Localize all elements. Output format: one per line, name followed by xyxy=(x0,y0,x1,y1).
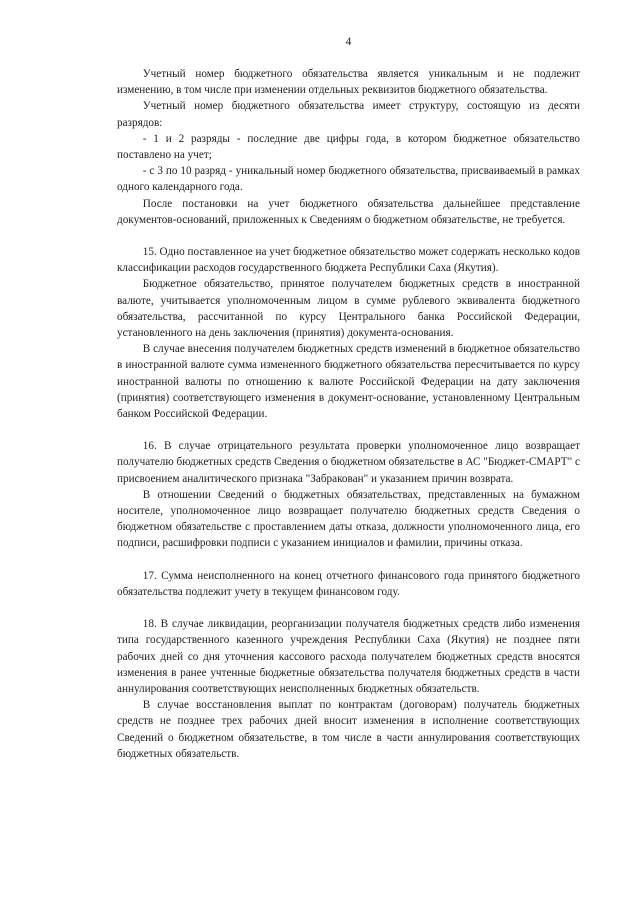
paragraph-after-registration: После постановки на учет бюджетного обязательства дальнейшее представление документов-оснований, приложенных к Сведениям о бюджетном обязательстве, не требуется. xyxy=(117,197,580,226)
paragraph-digits-1-2: - 1 и 2 разряды - последние две цифры года, в котором бюджетное обязательство поставлено на учет; xyxy=(117,132,580,162)
page-number: 4 xyxy=(345,36,352,48)
section-gap xyxy=(117,228,580,244)
paragraph-payments-restoration: В случае восстановления выплат по контрактам (договорам) получатель бюджетных средств не позднее трех рабочих дней вносит изменения в исполнение соответствующих Сведений о бюджетном обязательстве, в том числе в части аннулирования соответствующих бюджетных обязательств. xyxy=(117,699,580,760)
paragraph-digits-3-10: - с 3 по 10 разряд - уникальный номер бюджетного обязательства, присваиваемый в рамках одного календарного года. xyxy=(117,165,580,194)
section-gap xyxy=(117,422,580,438)
paragraph-account-number-structure: Учетный номер бюджетного обязательства имеет структуру, состоящую из десяти разрядов: xyxy=(117,100,580,129)
paragraph-item-15: 15. Одно поставленное на учет бюджетное обязательство может содержать несколько кодов классификации расходов государственного бюджета Республики Саха (Якутия). xyxy=(117,246,580,275)
paragraph-item-18: 18. В случае ликвидации, реорганизации получателя бюджетных средств либо изменения типа государственного казенного учреждения Республики Саха (Якутия) не позднее пяти рабочих дней со дня уточнения кассового расхода получателем бюджетных средств вносятся изменения в ранее учтенные бюджетные обязательства получателя бюджетных средств в части аннулирования соответствующих неисполненных бюджетных обязательств. xyxy=(117,618,580,695)
paragraph-item-16: 16. В случае отрицательного результата проверки уполномоченное лицо возвращает получателю бюджетных средств Сведения о бюджетном обязательстве в АС "Бюджет-СМАРТ" с присвоением аналитического признака "Забракован" и указанием причин возврата. xyxy=(117,440,580,485)
section-gap xyxy=(117,600,580,616)
paragraph-account-number-unique: Учетный номер бюджетного обязательства является уникальным и не подлежит изменению, в том числе при изменении отдельных реквизитов бюджетного обязательства. xyxy=(117,68,580,97)
paragraph-foreign-currency: Бюджетное обязательство, принятое получателем бюджетных средств в иностранной валюте, учитывается уполномоченным лицом в сумме рублевого эквивалента бюджетного обязательства, рассчитанной по курсу Центрального банка Российской Федерации, установленного на день заключения (принятия) документа-основания. xyxy=(117,278,580,340)
paragraph-item-17: 17. Сумма неисполненного на конец отчетного финансового года принятого бюджетного обязательства подлежит учету в текущем финансовом году. xyxy=(117,569,580,598)
paragraph-currency-recalculation: В случае внесения получателем бюджетных средств изменений в бюджетное обязательство в иностранной валюте сумма измененного бюджетного обязательства пересчитывается по курсу иностранной валюты по отношению к валюте Российской Федерации на дату заключения (принятия) соответствующего изменения в документ-основание, установленному Центральным банком Российской Федерации. xyxy=(117,343,580,421)
paragraph-paper-refusal: В отношении Сведений о бюджетных обязательствах, представленных на бумажном носителе, уполномоченное лицо возвращает получателю бюджетных средств Сведения о бюджетном обязательстве с проставлением даты отказа, должности уполномоченного лица, его подписи, расшифровки подписи с указанием инициалов и фамилии, причины отказа. xyxy=(117,488,580,550)
section-gap xyxy=(117,552,580,568)
